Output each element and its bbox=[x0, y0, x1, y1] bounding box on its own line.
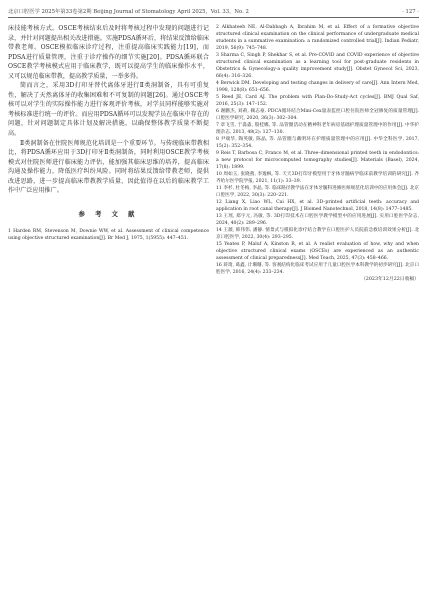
page-number: · 127 · bbox=[402, 9, 419, 15]
references-heading: 参 考 文 献 bbox=[78, 210, 139, 218]
reference-item: 6 谢鹏杰, 刘莉, 赖志豪. PDCA循环结合Mini-Cex量表监控口腔住院医师全冠修复的质量管理[J]. 口腔医学研究, 2020, 36(3): 302–304. bbox=[216, 109, 419, 121]
reference-item: 11 李杉, 杜冬梅, 李晶, 等. 临床路径教学法在牙体牙髓科进修医师规范化培训中的应用体会[J]. 北京口腔医学, 2022, 30(3): 220–221. bbox=[216, 186, 419, 198]
reference-item: 16 蒋琦, 葛鑫, 计珊珊, 等. 客观结构化临床考试应用于儿童口腔医学本科教学的初步研究[J]. 北京口腔医学, 2016, 24(4): 233–234. bbox=[216, 263, 419, 275]
reference-item: 12 Liang X, Liao WL, Cai HX, et al. 3D–printed artificial teeth: accuracy and application in root canal therapy[J]. J Biomed Nanotechnol, 2018, 14(8): 1477–1485. bbox=[216, 200, 419, 212]
reference-item: 15 Yeates P, Maluf A, Kinston R, et al. A realist evaluation of how, why and when objective structured clinical exams (OSCEs) are experienced as an authentic assessment of clinical preparedness[J]. Med Teach, 2025, 47(3): 458–466. bbox=[216, 242, 419, 261]
reference-item: 7 章飞雪, 于淼淼, 殷桂娜, 等. 品管圈活动在精神科老年病房基础护理质量管理中的作用[J]. 中华护理杂志, 2013, 48(2): 127–130. bbox=[216, 123, 419, 135]
reference-item: 8 尹端华, 陶英敏, 陈晶, 等. 品管圈与戴明环在护理质量管理中的应用[J]. 中华全科医学, 2017, 15(2): 352–354. bbox=[216, 137, 419, 149]
reference-item: 9 Reis T, Barbosa C, Franco M, et al. Three–dimensional printed teeth in endodontics: a new protocol for microcomputed tomography studies[J]. Materials (Basel), 2024, 17(8): 1899. bbox=[216, 151, 419, 170]
reference-item: 3 Sharma C, Singh P, Shekhar S, et al. Pre-COVID and COVID experience of objective structured clinical examination as a learning tool for post-graduate residents in Obstetrics & Gynecology-a quality improvement study[J]. Obstet Gynecol Sci, 2023, 66(4): 316–326. bbox=[216, 53, 419, 79]
reference-item: 13 王瑶, 郑宇元, 冯敏, 等. 3D打印技术在口腔医学教学模型中的应用进展[J]. 实用口腔医学杂志, 2024, 40(2): 289–296. bbox=[216, 214, 419, 226]
received-date: （2023年12月22日收稿） bbox=[361, 277, 419, 282]
journal-info: 北京口腔医学 2025年第33卷第2期 Beijing Journal of Stomatology April 2025，Vol. 33，No. 2 bbox=[8, 9, 249, 15]
reference-item: 14 王薇, 韩伟伟, 潘静. 情景式与模拟化诊疗结合教学在口腔医护人员院前急救培训效果分析[J]. 北京口腔医学, 2022, 30(4): 293–295. bbox=[216, 228, 419, 240]
left-column bbox=[8, 24, 209, 242]
body-paragraph: 床技能考核方式。OSCE考核结束后及时将考核过程中发现的问题进行记录，并针对问题提出相关改进措施。实施PDSA循环后，将结果反馈给临床带教老师。OSCE模拟临床诊疗过程，注重提高临床实践能力[19]，而PDSA进行质量管理，注重于诊疗操作的细节实施[20]。PDSA循环联合OSCE教学考核模式应用于临床教学，既可以提高学生的临床操作水平，又可以规范临床带教，提高教学质量，一举多得。 bbox=[8, 25, 209, 80]
reference-item: 4 Berwick DM. Developing and testing changes in delivery of care[J]. Ann Intern Med, 1998, 128(8): 651–656. bbox=[216, 81, 419, 93]
body-paragraph: 简而言之，采用3D打印牙替代离体牙进行Ⅱ类洞制备，具有可重复性，解决了天然离体牙的收集困难和不可复制的问题[26]。通过OSCE考核可以对学生的实际操作能力进行客观评价考核，对学员同样能够实施对考核标准进行统一的评价。而应用PDSA循环可以发现学员在临床中存在的问题，针对问题制定具体计划及解决措施，以确保整体教学质量不断提高。 bbox=[8, 82, 209, 138]
header-divider bbox=[8, 17, 419, 18]
reference-item: 10 周如玉, 张晓燕, 李逸枫, 等. 天天3D打印牙模型用于牙体牙髓病学临床前教学培训的研究[J]. 齐齐哈尔医学院学报, 2021, 11(1): 33–39. bbox=[216, 172, 419, 184]
reference-item: 1 Harden RM, Stevenson M, Downie WW, et al. Assessment of clinical competence using objective structured examination[J]. Br Med J, 1975, 1(5955): 447–451. bbox=[8, 229, 209, 242]
body-paragraph: Ⅱ类洞制备在住院医师规范化培训是一个重要环节。与传统临床带教相比，将PDSA循环应用于3D打印牙Ⅱ类洞制备，同时利用OSCE教学考核模式对住院医师进行临床能力评估，能加强其临床思维的培养，提高临床沟通及操作能力，降低医疗纠纷风险。同时将结果反馈给带教老师，提供改进思路，进一步提高临床带教教学质量，因此值得在以后的临床教学工作中广泛应用推广。 bbox=[8, 139, 209, 195]
right-column bbox=[216, 24, 419, 284]
reference-item: 2 Alkhateeb NE, Al-Dabbagh A, Ibrahim M, et al. Effect of a formative objective structured clinical examination on the clinical performance of undergraduate medical students in a summative examination: a randomized controlled trial[J]. Indian Pediatr, 2019, 56(9): 745–748. bbox=[216, 25, 419, 51]
reference-item: 5 Reed JE, Card AJ. The problem with Plan-Do-Study-Act cycles[J]. BMJ Qual Saf, 2016, 25(3): 147–152. bbox=[216, 95, 419, 107]
running-header bbox=[8, 7, 419, 17]
